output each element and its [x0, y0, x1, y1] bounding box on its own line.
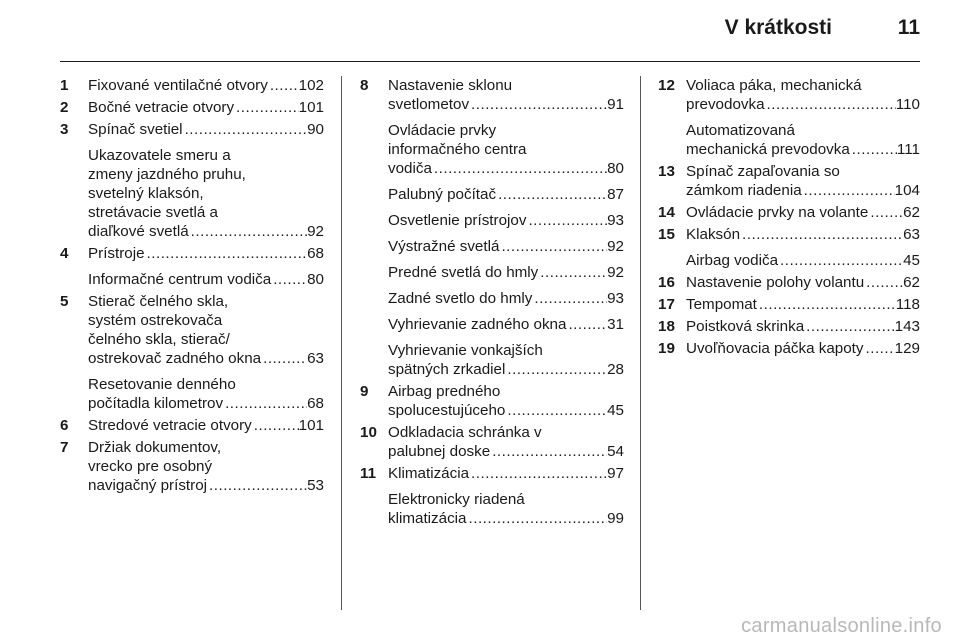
- index-entry: [360, 121, 624, 178]
- item-last-line: [88, 394, 324, 413]
- item-text-line: Osvetlenie prístrojov: [388, 212, 527, 229]
- item-text-line: Fixované ventilačné otvory: [88, 77, 268, 94]
- dot-leader: [505, 360, 607, 379]
- item-last-line: [88, 76, 324, 95]
- item-last-line: [88, 244, 324, 263]
- index-entry: [60, 76, 324, 95]
- dot-leader: [778, 251, 903, 270]
- item-text: [88, 146, 324, 241]
- item-text: [686, 121, 920, 159]
- dot-leader: [757, 295, 896, 314]
- item-text-line: zámkom riadenia: [686, 182, 802, 199]
- dot-leader: [234, 98, 299, 117]
- dot-leader: [499, 237, 607, 256]
- item-text: [388, 464, 624, 483]
- index-entry: [360, 423, 624, 461]
- item-last-line: [388, 464, 624, 483]
- item-number: 19: [658, 340, 675, 357]
- item-text: [88, 98, 324, 117]
- item-text: [388, 315, 624, 334]
- item-number: [360, 263, 388, 282]
- dot-leader: [467, 509, 608, 528]
- index-entry: [658, 317, 920, 336]
- page-reference: 104: [894, 182, 920, 199]
- item-text-line: Klimatizácia: [388, 465, 470, 482]
- item-number: 10: [360, 424, 377, 441]
- item-text-line: Vyhrievanie zadného okna: [388, 316, 567, 333]
- page-reference: 63: [903, 226, 920, 243]
- item-text-line: Elektronicky riadená: [388, 491, 525, 508]
- item-text: [88, 244, 324, 263]
- item-last-line: [88, 120, 324, 139]
- item-last-line: [388, 95, 624, 114]
- index-column-2: [360, 76, 624, 531]
- item-number: 4: [60, 245, 69, 262]
- item-text-line: Zadné svetlo do hmly: [388, 290, 533, 307]
- index-entry: [60, 375, 324, 413]
- item-last-line: [686, 225, 920, 244]
- item-text-line: Airbag vodiča: [686, 252, 779, 269]
- item-text-line: Poistková skrinka: [686, 318, 805, 335]
- page-reference: 62: [903, 204, 920, 221]
- item-text-line: palubnej doske: [388, 443, 491, 460]
- dot-leader: [490, 442, 607, 461]
- dot-leader: [469, 464, 607, 483]
- item-text: [686, 76, 920, 114]
- page-reference: 92: [307, 223, 324, 240]
- item-text-line: počítadla kilometrov: [88, 395, 224, 412]
- index-entry: [360, 382, 624, 420]
- item-number: 9: [360, 383, 369, 400]
- item-number: [60, 375, 88, 413]
- page-reference: 92: [607, 264, 624, 281]
- item-number: 12: [658, 77, 675, 94]
- item-last-line: [686, 339, 920, 358]
- item-number: 13: [658, 163, 675, 180]
- item-number: 8: [360, 77, 369, 94]
- page-reference: 80: [607, 160, 624, 177]
- item-text-line: Výstražné svetlá: [388, 238, 500, 255]
- item-text-line: Ovládacie prvky: [388, 122, 497, 139]
- index-entry: [60, 292, 324, 368]
- index-entry: [658, 273, 920, 292]
- dot-leader: [804, 317, 894, 336]
- item-text-line: klimatizácia: [388, 510, 467, 527]
- item-text-line: svetelný klaksón,: [88, 185, 204, 202]
- item-text: [686, 162, 920, 200]
- column-divider: [640, 76, 641, 610]
- item-last-line: [388, 159, 624, 178]
- item-text-line: Informačné centrum vodiča: [88, 271, 272, 288]
- item-number: 7: [60, 439, 69, 456]
- index-entry: [60, 244, 324, 263]
- item-text: [88, 292, 324, 368]
- page-reference: 93: [607, 290, 624, 307]
- item-text-line: Ukazovatele smeru a: [88, 147, 231, 164]
- item-text-line: spolucestujúceho: [388, 402, 506, 419]
- page-reference: 110: [895, 96, 920, 113]
- item-text-line: zmeny jazdného pruhu,: [88, 166, 246, 183]
- item-last-line: [388, 401, 624, 420]
- item-text-line: Odkladacia schránka v: [388, 424, 542, 441]
- item-last-line: [686, 251, 920, 270]
- item-text-line: Klaksón: [686, 226, 741, 243]
- item-number: 1: [60, 77, 69, 94]
- item-number: 18: [658, 318, 675, 335]
- dot-leader: [802, 181, 895, 200]
- item-text: [388, 263, 624, 282]
- item-number: [360, 490, 388, 528]
- page-reference: 118: [895, 296, 920, 313]
- page-reference: 91: [607, 96, 624, 113]
- item-number: [60, 146, 88, 241]
- item-last-line: [88, 416, 324, 435]
- item-text-line: mechanická prevodovka: [686, 141, 850, 158]
- index-entry: [60, 146, 324, 241]
- item-text-line: spätných zrkadiel: [388, 361, 506, 378]
- page-reference: 129: [894, 340, 920, 357]
- item-text: [686, 317, 920, 336]
- item-last-line: [686, 140, 920, 159]
- item-text-line: Voliaca páka, mechanická: [686, 77, 862, 94]
- item-text-line: vodiča: [388, 160, 432, 177]
- page-reference: 31: [607, 316, 624, 333]
- item-number: 14: [658, 204, 675, 221]
- index-entry: [360, 211, 624, 230]
- item-text: [388, 289, 624, 308]
- index-entry: [60, 438, 324, 495]
- item-text-line: Uvoľňovacia páčka kapoty: [686, 340, 864, 357]
- item-last-line: [388, 237, 624, 256]
- index-entry: [658, 203, 920, 222]
- item-last-line: [388, 289, 624, 308]
- item-text-line: prevodovka: [686, 96, 765, 113]
- dot-leader: [864, 339, 895, 358]
- item-number: 2: [60, 99, 69, 116]
- item-number: [658, 251, 686, 270]
- item-number: [360, 289, 388, 308]
- page-title: V krátkosti: [724, 16, 832, 39]
- item-last-line: [88, 349, 324, 368]
- page-reference: 45: [903, 252, 920, 269]
- item-text-line: svetlometov: [388, 96, 470, 113]
- dot-leader: [183, 120, 308, 139]
- item-last-line: [686, 95, 920, 114]
- column-divider: [341, 76, 342, 610]
- page-reference: 45: [607, 402, 624, 419]
- page-reference: 80: [307, 271, 324, 288]
- item-text: [686, 225, 920, 244]
- item-text: [686, 251, 920, 270]
- index-entry: [60, 120, 324, 139]
- index-entry: [60, 416, 324, 435]
- dot-leader: [223, 394, 307, 413]
- item-text: [88, 76, 324, 95]
- page-reference: 62: [903, 274, 920, 291]
- item-text-line: Nastavenie polohy volantu: [686, 274, 865, 291]
- item-last-line: [686, 203, 920, 222]
- index-entry: [360, 263, 624, 282]
- item-text-line: Stredové vetracie otvory: [88, 417, 252, 434]
- page-header: [60, 14, 920, 44]
- item-text-line: Predné svetlá do hmly: [388, 264, 539, 281]
- dot-leader: [850, 140, 897, 159]
- item-text-line: systém ostrekovača: [88, 312, 223, 329]
- item-number: 15: [658, 226, 675, 243]
- item-text-line: Ovládacie prvky na volante: [686, 204, 869, 221]
- index-entry: [360, 464, 624, 483]
- dot-leader: [432, 159, 607, 178]
- dot-leader: [765, 95, 896, 114]
- page-reference: 92: [607, 238, 624, 255]
- page-reference: 97: [607, 465, 624, 482]
- dot-leader: [469, 95, 607, 114]
- item-text-line: ostrekovač zadného okna: [88, 350, 262, 367]
- index-entry: [658, 121, 920, 159]
- dot-leader: [189, 222, 307, 241]
- item-number: 11: [360, 465, 377, 482]
- item-number: [360, 121, 388, 178]
- item-number: [360, 237, 388, 256]
- index-column-1: [60, 76, 324, 498]
- item-last-line: [88, 98, 324, 117]
- watermark: carmanualsonline.info: [741, 615, 942, 637]
- item-last-line: [388, 211, 624, 230]
- item-text: [88, 375, 324, 413]
- item-last-line: [388, 315, 624, 334]
- page-reference: 68: [307, 395, 324, 412]
- item-text-line: Nastavenie sklonu: [388, 77, 513, 94]
- item-last-line: [388, 263, 624, 282]
- page-reference: 99: [607, 510, 624, 527]
- item-number: [658, 121, 686, 159]
- item-text-line: Držiak dokumentov,: [88, 439, 222, 456]
- dot-leader: [740, 225, 903, 244]
- page-reference: 54: [607, 443, 624, 460]
- item-text: [388, 211, 624, 230]
- item-text-line: informačného centra: [388, 141, 527, 158]
- item-last-line: [686, 181, 920, 200]
- item-text: [388, 490, 624, 528]
- index-entry: [658, 339, 920, 358]
- item-text: [88, 120, 324, 139]
- item-text-line: Vyhrievanie vonkajších: [388, 342, 543, 359]
- item-text-line: stretávacie svetlá a: [88, 204, 218, 221]
- item-last-line: [88, 222, 324, 241]
- dot-leader: [868, 203, 903, 222]
- item-text-line: Stierač čelného skla,: [88, 293, 229, 310]
- item-number: 6: [60, 417, 69, 434]
- dot-leader: [864, 273, 903, 292]
- item-last-line: [686, 273, 920, 292]
- page-reference: 102: [298, 77, 324, 94]
- index-entry: [360, 315, 624, 334]
- item-text-line: Palubný počítač: [388, 186, 497, 203]
- page-reference: 143: [894, 318, 920, 335]
- header-rule: [60, 61, 920, 62]
- item-text: [686, 339, 920, 358]
- page-reference: 93: [607, 212, 624, 229]
- page-reference: 28: [607, 361, 624, 378]
- index-entry: [360, 341, 624, 379]
- item-text-line: Prístroje: [88, 245, 145, 262]
- item-text-line: Spínač zapaľovania so: [686, 163, 840, 180]
- item-number: [360, 315, 388, 334]
- item-text: [88, 416, 324, 435]
- index-entry: [60, 98, 324, 117]
- item-number: [360, 211, 388, 230]
- item-last-line: [388, 442, 624, 461]
- item-last-line: [88, 476, 324, 495]
- dot-leader: [252, 416, 299, 435]
- index-entry: [360, 289, 624, 308]
- item-text-line: Airbag predného: [388, 383, 501, 400]
- item-text-line: Resetovanie denného: [88, 376, 236, 393]
- index-entry: [658, 295, 920, 314]
- item-text-line: Automatizovaná: [686, 122, 795, 139]
- dot-leader: [505, 401, 607, 420]
- item-text-line: Spínač svetiel: [88, 121, 183, 138]
- index-entry: [60, 270, 324, 289]
- dot-leader: [145, 244, 308, 263]
- item-text-line: Tempomat: [686, 296, 757, 313]
- item-text: [388, 237, 624, 256]
- page-reference: 101: [298, 99, 324, 116]
- dot-leader: [538, 263, 607, 282]
- item-text: [88, 270, 324, 289]
- index-entry: [360, 76, 624, 114]
- index-entry: [658, 162, 920, 200]
- page-reference: 87: [607, 186, 624, 203]
- dot-leader: [496, 185, 607, 204]
- item-text: [388, 76, 624, 114]
- item-text-line: navigačný prístroj: [88, 477, 208, 494]
- item-text-line: Bočné vetracie otvory: [88, 99, 235, 116]
- item-last-line: [686, 295, 920, 314]
- item-number: [360, 341, 388, 379]
- item-text-line: vrecko pre osobný: [88, 458, 213, 475]
- item-text: [388, 341, 624, 379]
- item-last-line: [388, 185, 624, 204]
- index-column-3: [658, 76, 920, 361]
- page-reference: 90: [307, 121, 324, 138]
- item-text-line: diaľkové svetlá: [88, 223, 189, 240]
- dot-leader: [268, 76, 299, 95]
- index-entry: [360, 185, 624, 204]
- item-text: [388, 185, 624, 204]
- page-reference: 111: [896, 141, 920, 158]
- index-entry: [360, 237, 624, 256]
- page-reference: 63: [307, 350, 324, 367]
- index-entry: [658, 225, 920, 244]
- item-number: [60, 270, 88, 289]
- item-number: 17: [658, 296, 675, 313]
- item-number: 16: [658, 274, 675, 291]
- item-last-line: [388, 509, 624, 528]
- item-number: 3: [60, 121, 69, 138]
- item-last-line: [88, 270, 324, 289]
- item-text: [388, 382, 624, 420]
- item-text: [388, 121, 624, 178]
- dot-leader: [207, 476, 307, 495]
- item-text: [686, 295, 920, 314]
- index-entry: [658, 251, 920, 270]
- item-text: [686, 273, 920, 292]
- dot-leader: [271, 270, 307, 289]
- dot-leader: [261, 349, 307, 368]
- item-last-line: [686, 317, 920, 336]
- dot-leader: [566, 315, 607, 334]
- page-number: 11: [897, 16, 920, 39]
- item-last-line: [388, 360, 624, 379]
- page-reference: 53: [307, 477, 324, 494]
- item-number: [360, 185, 388, 204]
- index-entry: [658, 76, 920, 114]
- page-reference: 101: [298, 417, 324, 434]
- item-text: [686, 203, 920, 222]
- item-text-line: čelného skla, stierač/: [88, 331, 230, 348]
- dot-leader: [532, 289, 607, 308]
- item-text: [88, 438, 324, 495]
- item-text: [388, 423, 624, 461]
- page-reference: 68: [307, 245, 324, 262]
- item-number: 5: [60, 293, 69, 310]
- index-entry: [360, 490, 624, 528]
- dot-leader: [526, 211, 607, 230]
